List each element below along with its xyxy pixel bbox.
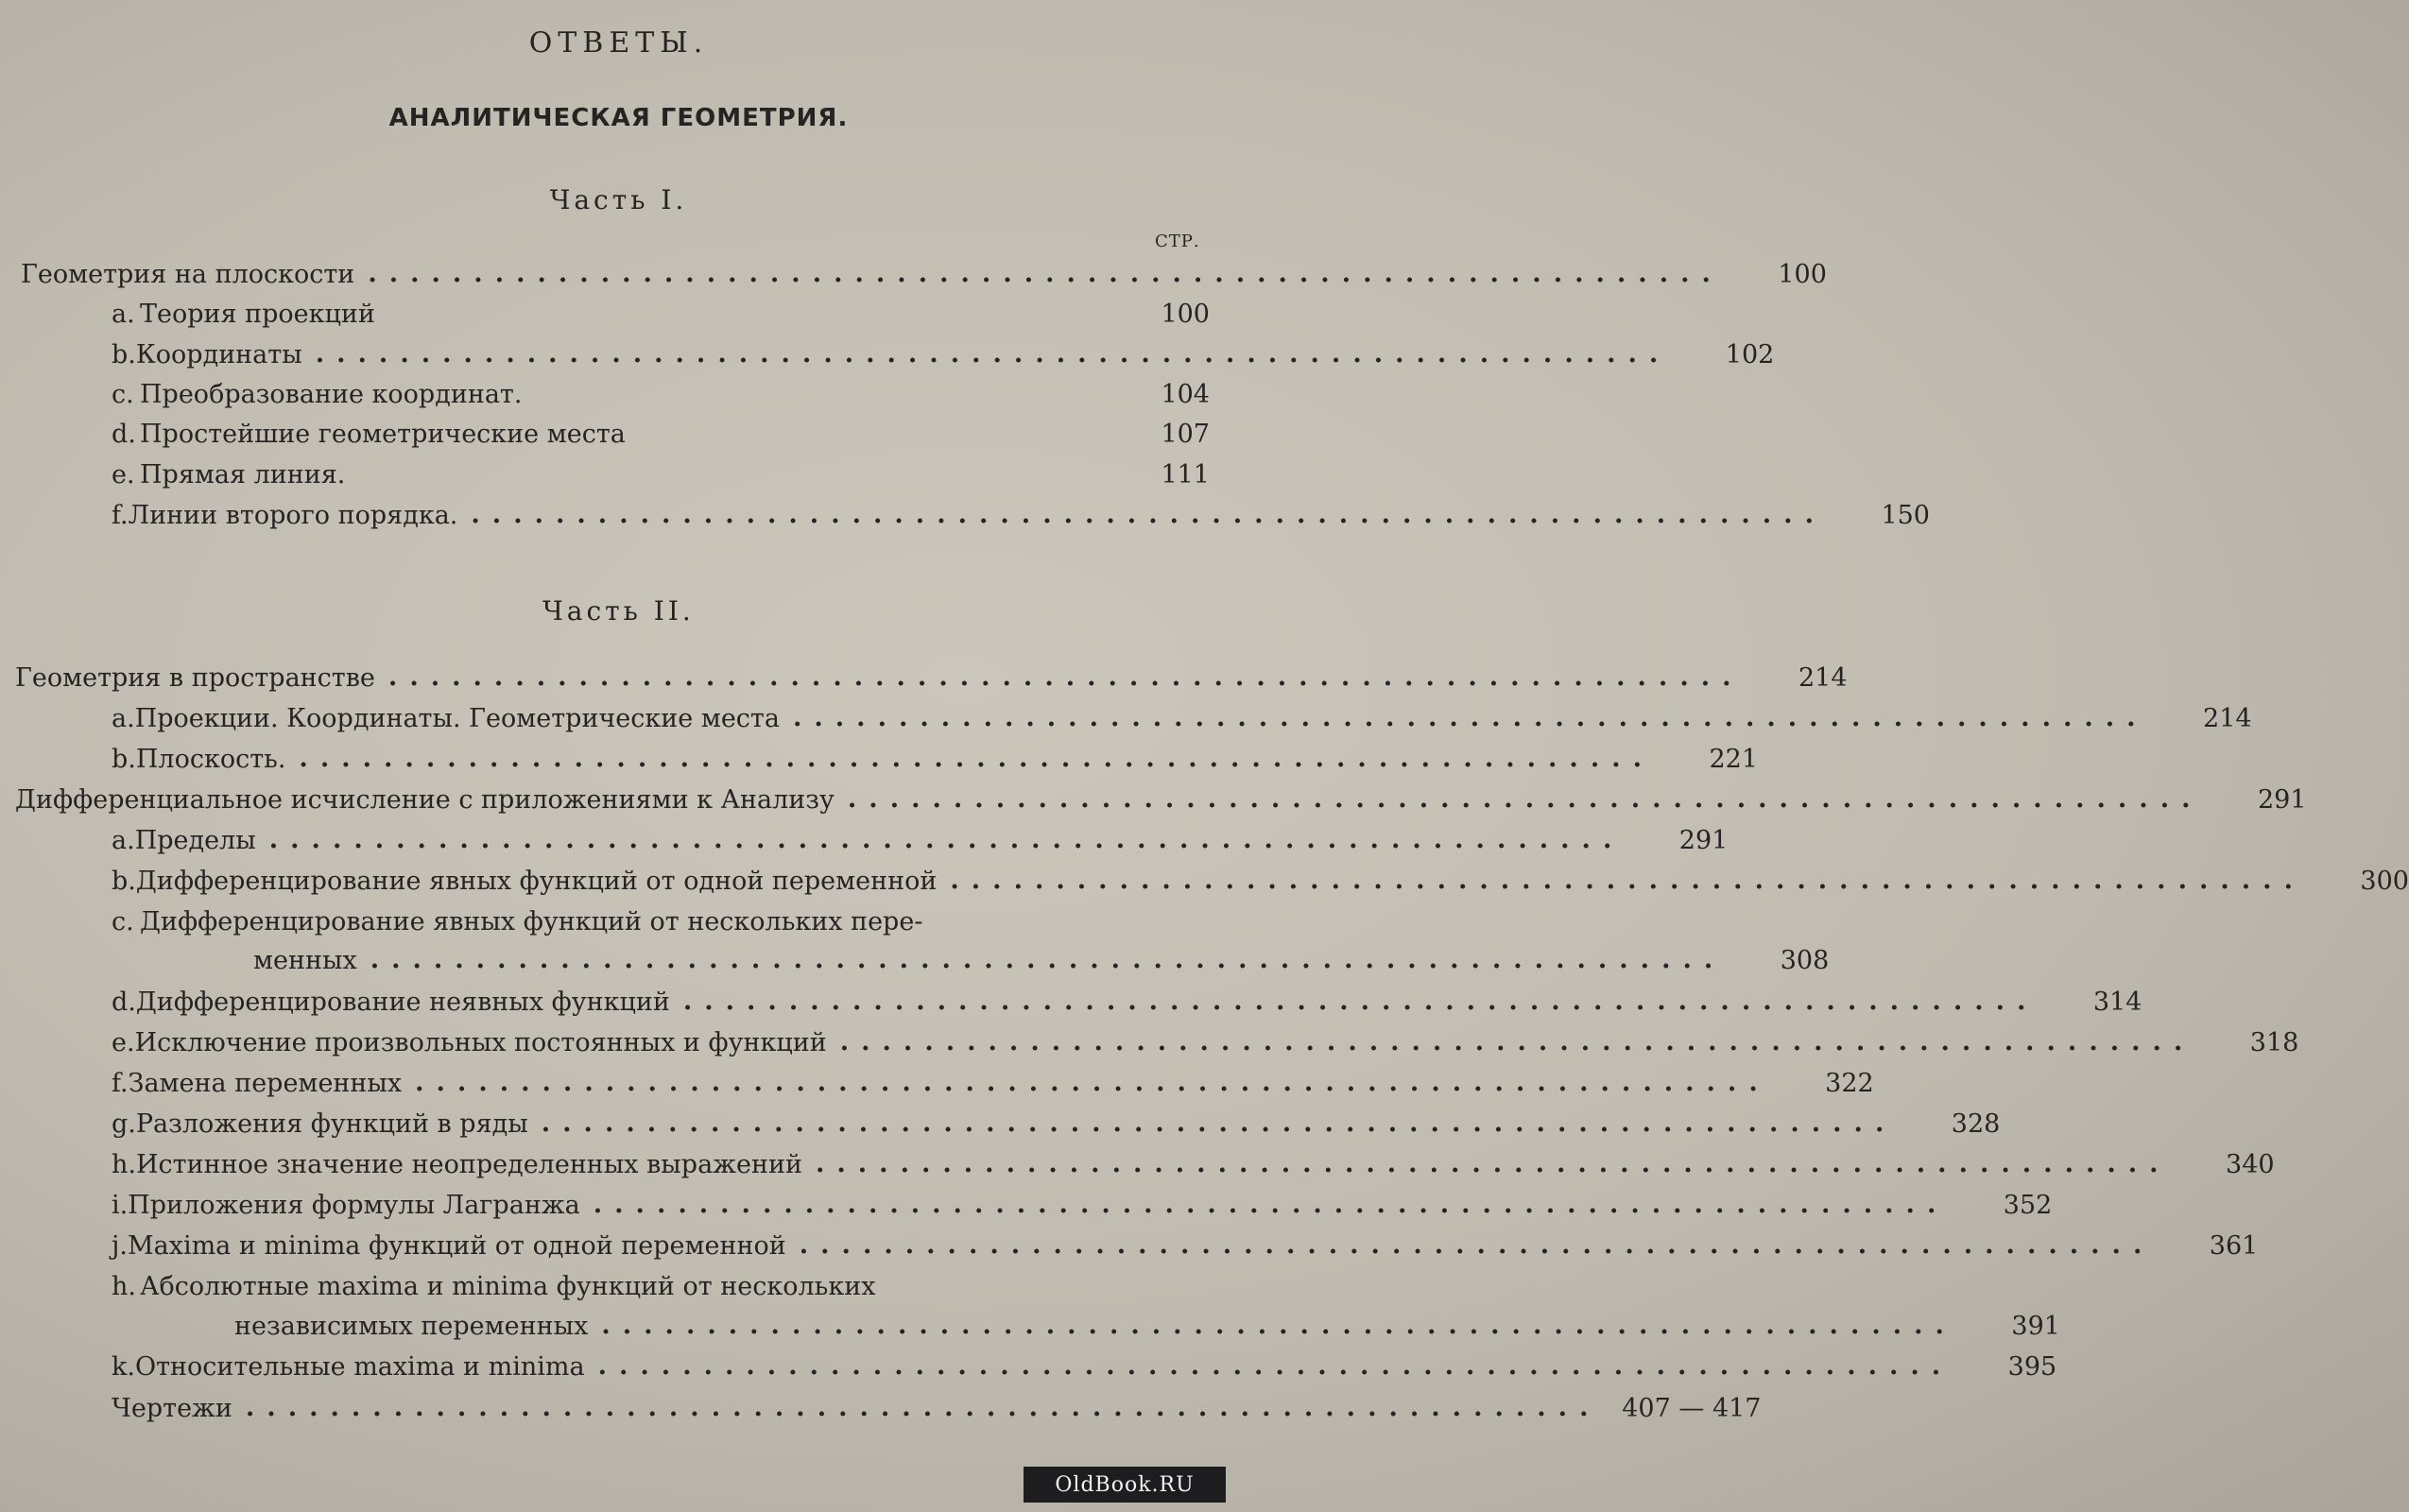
leader-dots: ................................................................ bbox=[268, 825, 1625, 854]
part-2-title: Часть II. bbox=[542, 595, 695, 627]
toc-entry-mark: f. bbox=[112, 1068, 129, 1098]
toc-entry bbox=[112, 862, 2409, 900]
toc-entry bbox=[112, 902, 1210, 940]
toc-entry bbox=[21, 255, 1827, 293]
answers-title: ОТВЕТЫ. bbox=[528, 26, 709, 60]
toc-entry-page: 318 bbox=[2249, 1027, 2299, 1057]
leader-dots: ................................................................ bbox=[593, 1190, 1949, 1219]
toc-entry bbox=[112, 1023, 2299, 1061]
toc-entry-mark: b. bbox=[112, 744, 136, 774]
toc-entry-mark: b. bbox=[112, 339, 136, 369]
toc-entry-text: независимых переменных bbox=[234, 1311, 589, 1341]
toc-entry-mark: a. bbox=[112, 703, 135, 733]
toc-entry-text: Чертежи bbox=[112, 1393, 232, 1423]
toc-entry-mark: j. bbox=[112, 1230, 128, 1261]
leader-dots: ................................................................ bbox=[597, 1351, 1953, 1381]
leader-dots: ................................................................ bbox=[471, 500, 1826, 529]
toc-entry-text: Абсолютные maxima и minima функций от нескольких bbox=[140, 1271, 876, 1301]
leader-dots: ................................................................ bbox=[950, 866, 2305, 895]
toc-entry-text: Дифференцирование неявных функций bbox=[135, 987, 670, 1017]
toc-entry bbox=[112, 1105, 2001, 1143]
toc-entry-page: 300 bbox=[2360, 866, 2409, 896]
toc-entry-page: 308 bbox=[1780, 945, 1830, 975]
toc-entry-text: Преобразование координат. bbox=[140, 379, 523, 409]
toc-entry bbox=[112, 455, 1210, 493]
leader-dots: ................................................................ bbox=[847, 784, 2203, 814]
toc-entry-mark: c. bbox=[112, 379, 134, 409]
toc-entry-page: 322 bbox=[1825, 1068, 1874, 1098]
toc-entry-text: Разложения функций в ряды bbox=[135, 1108, 528, 1139]
toc-entry-text: Maxima и minima функций от одной переменной bbox=[127, 1230, 786, 1261]
toc-entry-text: Линии второго порядка. bbox=[128, 500, 458, 530]
toc-entry-mark: h. bbox=[112, 1271, 136, 1301]
toc-entry-page: 102 bbox=[1725, 339, 1775, 369]
toc-entry-page: 395 bbox=[2007, 1351, 2057, 1382]
toc-entry-mark: d. bbox=[112, 419, 136, 449]
toc-entry-page: 111 bbox=[1161, 459, 1210, 490]
toc-entry-page: 291 bbox=[2257, 784, 2307, 815]
toc-entry-continuation bbox=[112, 941, 1830, 979]
toc-entry bbox=[112, 1064, 1874, 1102]
toc-entry-mark: d. bbox=[112, 987, 136, 1017]
toc-entry bbox=[112, 335, 1775, 373]
leader-dots: ................................................................ bbox=[601, 1311, 1956, 1340]
toc-entry-text: Плоскость. bbox=[135, 744, 286, 774]
toc-entry-page: 107 bbox=[1161, 419, 1210, 449]
toc-entry-text: Дифференцирование явных функций от одной переменной bbox=[135, 866, 938, 896]
leader-dots: ................................................................ bbox=[387, 662, 1744, 692]
toc-entry bbox=[112, 740, 1759, 778]
toc-entry-text: Геометрия на плоскости bbox=[21, 259, 355, 289]
leader-dots: ................................................................ bbox=[682, 987, 2039, 1016]
toc-entry-mark: f. bbox=[112, 500, 129, 530]
toc-entry-page: 291 bbox=[1678, 825, 1729, 855]
toc-entry-text: Относительные maxima и minima bbox=[134, 1351, 585, 1382]
watermark-logo: OldBook.RU bbox=[1024, 1467, 1226, 1503]
toc-entry-text: менных bbox=[253, 945, 357, 975]
toc-entry-mark: c. bbox=[112, 906, 134, 936]
toc-entry-page: 328 bbox=[1951, 1108, 2001, 1139]
toc-entry-text: Дифференцирование явных функций от нескольких пере- bbox=[140, 906, 923, 936]
page-column-label: СТР. bbox=[1155, 232, 1200, 251]
toc-entry-page: 352 bbox=[2003, 1190, 2053, 1220]
toc-entry-text: Истинное значение неопределенных выражений bbox=[135, 1149, 802, 1179]
leader-dots: ................................................................ bbox=[792, 703, 2148, 732]
leader-dots: ................................................................ bbox=[370, 945, 1726, 974]
toc-entry bbox=[112, 1145, 2275, 1183]
toc-entry-page: 221 bbox=[1709, 744, 1759, 774]
toc-entry-page: 407 — 417 bbox=[1622, 1393, 1762, 1423]
toc-entry bbox=[15, 781, 2307, 818]
toc-entry-mark: g. bbox=[112, 1108, 136, 1139]
toc-entry-page: 100 bbox=[1778, 259, 1827, 289]
toc-entry-text: Приложения формулы Лагранжа bbox=[128, 1190, 580, 1220]
toc-entry-page: 150 bbox=[1881, 500, 1930, 530]
leader-dots: ................................................................ bbox=[245, 1393, 1601, 1422]
toc-entry-mark: k. bbox=[112, 1351, 135, 1382]
leader-dots: ................................................................ bbox=[415, 1068, 1770, 1097]
toc-entry bbox=[112, 295, 1210, 333]
toc-entry bbox=[15, 659, 1848, 696]
section-title: АНАЛИТИЧЕСКАЯ ГЕОМЕТРИЯ. bbox=[388, 104, 849, 132]
toc-entry-page: 214 bbox=[1798, 662, 1848, 693]
leader-dots: ................................................................ bbox=[839, 1027, 2195, 1057]
toc-entry-page: 314 bbox=[2092, 987, 2142, 1017]
toc-entry-text: Геометрия в пространстве bbox=[15, 662, 375, 693]
toc-entry-text: Простейшие геометрические места bbox=[140, 419, 626, 449]
toc-entry-text: Проекции. Координаты. Геометрические места bbox=[134, 703, 780, 733]
toc-entry-mark: i. bbox=[112, 1190, 129, 1220]
toc-entry-text: Прямая линия. bbox=[140, 459, 346, 490]
leader-dots: ................................................................ bbox=[315, 339, 1671, 369]
toc-entry bbox=[112, 1267, 1210, 1305]
toc-entry-text: Замена переменных bbox=[128, 1068, 403, 1098]
toc-entry-text: Дифференциальное исчисление с приложениями к Анализу bbox=[15, 784, 835, 815]
toc-entry-mark: b. bbox=[112, 866, 136, 896]
leader-dots: ................................................................ bbox=[815, 1149, 2171, 1178]
part-1-title: Часть I. bbox=[549, 184, 688, 215]
toc-entry-page: 340 bbox=[2226, 1149, 2275, 1179]
toc-entry bbox=[112, 375, 1210, 413]
toc-entry-page: 214 bbox=[2203, 703, 2252, 733]
toc-entry-text: Пределы bbox=[134, 825, 256, 855]
toc-entry-mark: a. bbox=[112, 299, 135, 329]
toc-entry-page: 104 bbox=[1161, 379, 1210, 409]
toc-entry-text: Координаты bbox=[135, 339, 302, 369]
leader-dots: ................................................................ bbox=[541, 1108, 1897, 1138]
toc-entry bbox=[112, 1227, 2259, 1264]
toc-entry-mark: e. bbox=[112, 1027, 135, 1057]
toc-entry bbox=[112, 983, 2142, 1021]
leader-dots: ................................................................ bbox=[799, 1230, 2155, 1260]
leader-dots: ................................................................ bbox=[368, 259, 1723, 288]
toc-entry bbox=[112, 1348, 2057, 1385]
toc-entry bbox=[112, 1389, 1762, 1427]
toc-entry-page: 100 bbox=[1161, 299, 1210, 329]
toc-entry bbox=[112, 415, 1210, 453]
toc-entry-page: 391 bbox=[2011, 1311, 2060, 1341]
toc-entry-continuation bbox=[112, 1307, 2060, 1345]
toc-entry bbox=[112, 1186, 2053, 1224]
toc-entry-text: Теория проекций bbox=[140, 299, 375, 329]
toc-entry-mark: a. bbox=[112, 825, 135, 855]
toc-entry-mark: e. bbox=[112, 459, 135, 490]
toc-entry bbox=[112, 699, 2252, 737]
toc-entry-text: Исключение произвольных постоянных и функций bbox=[134, 1027, 827, 1057]
toc-entry-mark: h. bbox=[112, 1149, 136, 1179]
toc-entry-page: 361 bbox=[2209, 1230, 2259, 1261]
leader-dots: ................................................................ bbox=[299, 744, 1655, 773]
toc-entry bbox=[112, 496, 1930, 534]
toc-entry bbox=[112, 821, 1729, 859]
